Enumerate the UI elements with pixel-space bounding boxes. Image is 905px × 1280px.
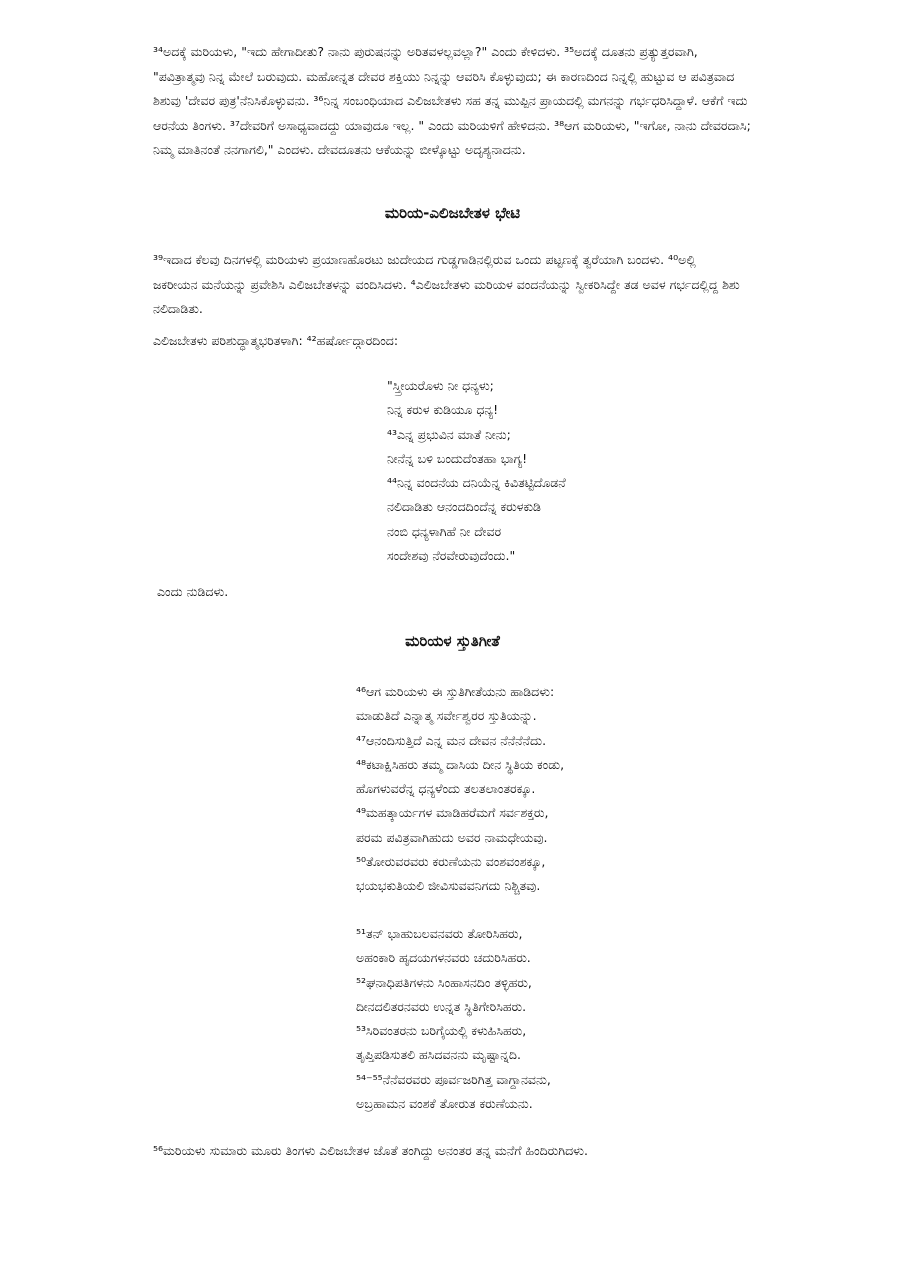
- verse-line: ⁵¹ತನ್ ಭಾಹುಬಲವನವರು ತೋರಿಸಿಹರು,: [356, 926, 523, 941]
- verse-line: "ಸ್ತ್ರೀಯರೊಳು ನೀ ಧನ್ಯಳು;: [387, 378, 494, 393]
- verse-line: ⁵³ಸಿರಿವಂತರನು ಬರಿಗೈಯಲ್ಲಿ ಕಳುಹಿಸಿಹರು,: [356, 1023, 527, 1039]
- verse-line: ನಿನ್ನ ಕರುಳ ಕುಡಿಯೂ ಧನ್ಯ!: [387, 402, 499, 418]
- text-line: ನಿಮ್ಮ ಮಾತಿನಂತೆ ನನಗಾಗಲಿ," ಎಂದಳು. ದೇವದೂತನು ಆಕೆಯನ್ನು ಬೀಳ್ಕೊಟ್ಟು ಅದೃಶ್ಯನಾದನು.: [153, 142, 526, 157]
- text-line: ನಲಿದಾಡಿತು.: [153, 301, 203, 316]
- verse-line: ಭಯಭಕುತಿಯಲಿ ಜೀವಿಸುವವನಿಗದು ನಿಶ್ಚಿತವು.: [356, 878, 541, 894]
- text-line: ಆರನೆಯ ತಿಂಗಳು. ³⁷ದೇವರಿಗೆ ಅಸಾಧ್ಯವಾದದ್ದು ಯಾವುದೂ ಇಲ್ಲ. " ಎಂದು ಮರಿಯಳಿಗೆ ಹೇಳಿದನು. ³⁸ಆಗ ಮರಿಯಳು, "ಇಗೋ, ನಾನು ದೇವರದಾಸಿ;: [153, 117, 751, 133]
- text-line: ಶಿಶುವು 'ದೇವರ ಪುತ್ರ'ನೆನಿಸಿಕೊಳ್ಳುವನು. ³⁶ನಿನ್ನ ಸಂಬಂಧಿಯಾದ ಎಲಿಜಬೇತಳು ಸಹ ತನ್ನ ಮುಪ್ಪಿನ ಪ್ರಾಯದಲ್ಲಿ ಮಗನನ್ನು ಗರ್ಭಧರಿಸಿದ್ದಾಳೆ. ಆಕೆಗೆ ಇದು: [153, 93, 748, 108]
- verse-line: ಮಾಡುತಿದೆ ಎನ್ನಾತ್ಮ ಸರ್ವೇಶ್ವರರ ಸ್ತುತಿಯನ್ನು.: [356, 708, 537, 724]
- text-line: ³⁴ಅದಕ್ಕೆ ಮರಿಯಳು, "ಇದು ಹೇಗಾದೀತು? ನಾನು ಪುರುಷನನ್ನು ಅರಿತವಳಲ್ಲವಲ್ಲಾ?" ಎಂದು ಕೇಳಿದಳು. ³⁵ಅದಕ್ಕೆ ದೂತನು ಪ್ರತ್ಯುತ್ತರವಾಗಿ,: [153, 44, 698, 59]
- verse-line: ದೀನದಲಿತರನವರು ಉನ್ನತ ಸ್ಥಿತಿಗೇರಿಸಿಹರು.: [356, 998, 527, 1014]
- text-line: "ಪವಿತ್ರಾತ್ಮವು ನಿನ್ನ ಮೇಲೆ ಬರುವುದು. ಮಹೋನ್ನತ ದೇವರ ಶಕ್ತಿಯು ನಿನ್ನನ್ನು ಆವರಿಸಿ ಕೊಳ್ಳುವುದು; ಈ ಕಾರಣದಿಂದ ನಿನ್ನಲ್ಲಿ ಹುಟ್ಟುವ ಆ ಪವಿತ್ರವಾದ: [153, 68, 735, 84]
- elizabeth-intro-line: ಎಲಿಜಬೇತಳು ಪರಿಶುದ್ಧಾತ್ಮಭರಿತಳಾಗಿ: ⁴²ಹರ್ಷೋದ್ಗಾರದಿಂದ:: [153, 333, 399, 348]
- verse-line: ⁴⁹ಮಹತ್ಕಾರ್ಯಗಳ ಮಾಡಿಹರೆಮಗೆ ಸರ್ವಶಕ್ತರು,: [356, 805, 549, 821]
- section-heading-magnificat: ಮರಿಯಳ ಸ್ತುತಿಗೀತೆ: [405, 632, 500, 650]
- verse-line: ⁴⁶ಆಗ ಮರಿಯಳು ಈ ಸ್ತುತಿಗೀತೆಯನು ಹಾಡಿದಳು:: [356, 684, 555, 699]
- paragraph-annunciation: [153, 40, 839, 163]
- verse-line: ⁴⁴ನಿನ್ನ ವಂದನೆಯ ದನಿಯೆನ್ನ ಕಿವಿತಟ್ಟಿದೊಡನೆ: [387, 475, 566, 491]
- verse-line: ⁵⁴⁻⁵⁵ನೆನೆವರವರು ಪೂರ್ವಜರಿಗಿತ್ತ ವಾಗ್ದಾನವನು,: [356, 1071, 551, 1087]
- verse-line: ನಂಬಿ ಧನ್ಯಳಾಗಿಹೆ ನೀ ದೇವರ: [387, 523, 502, 539]
- text-line: ಜಕರೀಯನ ಮನೆಯನ್ನು ಪ್ರವೇಶಿಸಿ ಎಲಿಜಬೇತಳನ್ನು ವಂದಿಸಿದಳು. ⁴ಎಲಿಜಬೇತಳು ಮರಿಯಳ ವಂದನೆಯನ್ನು ಸ್ವೀಕರಿಸಿದ್ದೇ ತಡ ಅವಳ ಗರ್ಭದಲ್ಲಿದ್ದ ಶಿಶು: [153, 276, 740, 292]
- verse-line: ಪರಮ ಪವಿತ್ರವಾಗಿಹುದು ಅವರ ನಾಮಧೇಯವು.: [356, 829, 548, 845]
- verse-line: ತೃಪ್ತಿಪಡಿಸುತಲಿ ಹಸಿದವನನು ಮೃಷ್ಟಾನ್ನದಿ.: [356, 1047, 521, 1063]
- verse-line: ⁴⁷ಆನಂದಿಸುತ್ತಿದೆ ಎನ್ನ ಮನ ದೇವನ ನೆನೆನೆನೆದು.: [356, 732, 547, 748]
- verse-line: ಅಬ್ರಹಾಮನ ವಂಶಕೆ ತೋರುತ ಕರುಣೆಯನು.: [356, 1096, 533, 1112]
- verse-line: ಸಂದೇಶವು ನೆರವೇರುವುದೆಂದು.": [387, 548, 516, 564]
- verse-line: ⁵⁰ತೋರುವರವರು ಕರುಣೆಯನು ವಂಶವಂಶಕ್ಕೂ,: [356, 854, 546, 870]
- verse-line: ನೀನೆನ್ನ ಬಳಿ ಬಂದುದೆಂತಹಾ ಭಾಗ್ಯ!: [387, 450, 528, 466]
- text-line: ³⁹ಇದಾದ ಕೆಲವು ದಿನಗಳಲ್ಲಿ ಮರಿಯಳು ಪ್ರಯಾಣಹೊರಟು ಜುದೇಯದ ಗುಡ್ಡಗಾಡಿನಲ್ಲಿರುವ ಒಂದು ಪಟ್ಟಣಕ್ಕೆ ತ್ವರೆಯಾಗಿ ಬಂದಳು. ⁴⁰ಅಲ್ಲಿ: [153, 252, 696, 267]
- verse-line: ನಲಿದಾಡಿತು ಆನಂದದಿಂದೆನ್ನ ಕರುಳಕುಡಿ: [387, 499, 541, 515]
- verse-line: ಹೊಗಳುವರೆನ್ನ ಧನ್ಯಳೆಂದು ತಲತಲಾಂತರಕ್ಕೂ.: [356, 781, 536, 797]
- verse-magnificat-2: [356, 922, 551, 1116]
- verse-line: ಅಹಂಕಾರಿ ಹೃದಯಗಳನವರು ಚದುರಿಸಿಹರು.: [356, 950, 531, 966]
- closing-line: ⁵⁶ಮರಿಯಳು ಸುಮಾರು ಮೂರು ತಿಂಗಳು ಎಲಿಜಬೇತಳ ಜೊತೆ ತಂಗಿದ್ದು ಅನಂತರ ತನ್ನ ಮನೆಗೆ ಹಿಂದಿರುಗಿದಳು.: [153, 1143, 588, 1158]
- paragraph-visit: [153, 248, 839, 322]
- section-heading-visit: ಮರಿಯ-ಎಲಿಜಬೇತಳ ಭೇಟಿ: [384, 204, 521, 222]
- verse-line: ⁴³ಎನ್ನ ಪ್ರಭುವಿನ ಮಾತೆ ನೀನು;: [387, 426, 511, 442]
- verse-line: ⁵²ಘನಾಧಿಪತಿಗಳನು ಸಿಂಹಾಸನದಿಂ ತಳ್ಳಿಹರು,: [356, 974, 532, 990]
- verse-line: ⁴⁸ಕಟಾಕ್ಷಿಸಿಹರು ತಮ್ಮ ದಾಸಿಯ ದೀನ ಸ್ಥಿತಿಯ ಕಂಡು,: [356, 756, 565, 772]
- verse-magnificat-1: [356, 680, 564, 899]
- verse-elizabeth: [387, 374, 566, 568]
- said-line: ಎಂದು ನುಡಿದಳು.: [157, 584, 229, 599]
